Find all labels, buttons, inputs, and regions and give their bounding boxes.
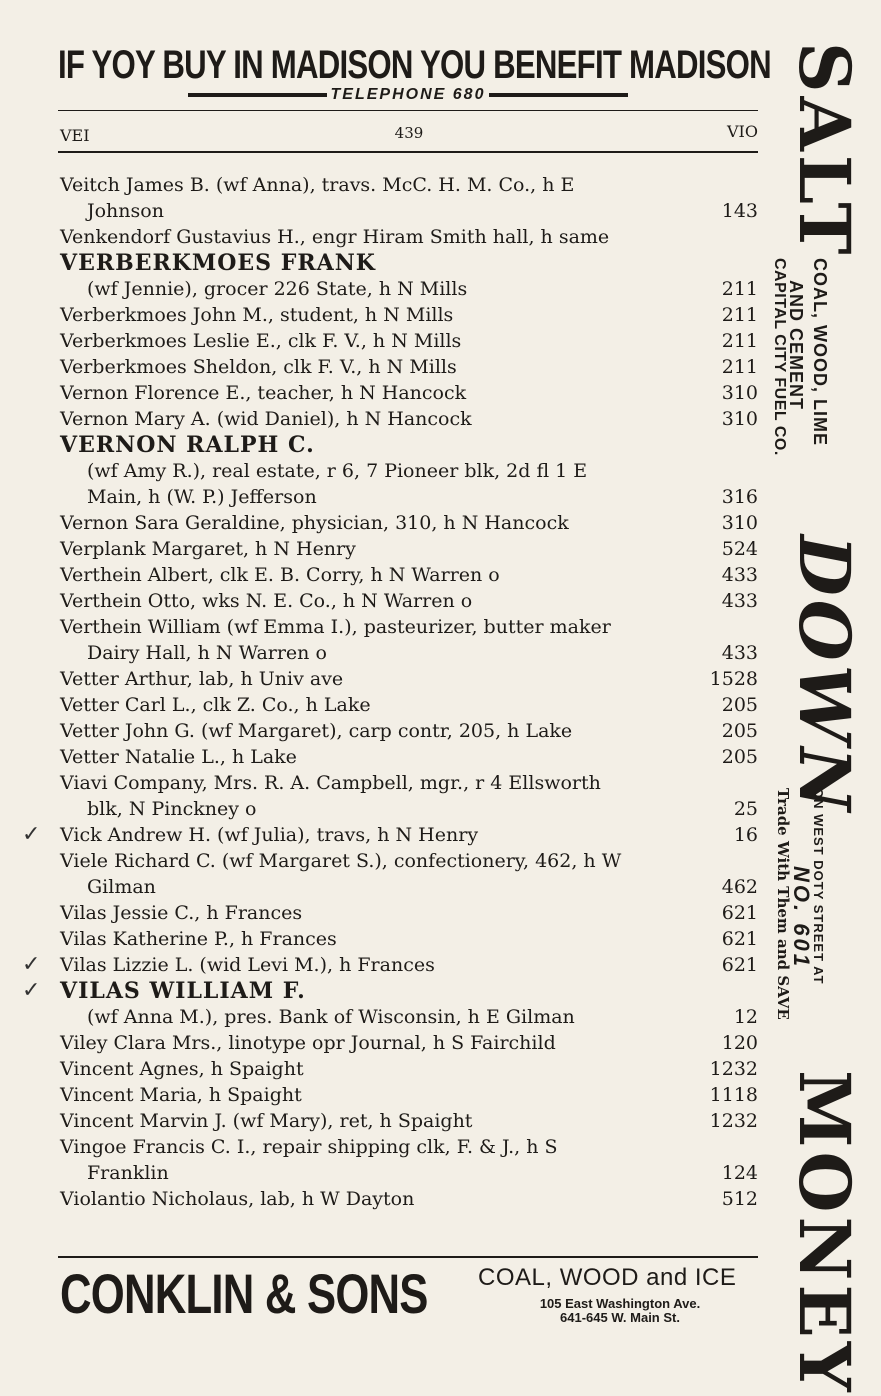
directory-entry-line — [0, 1108, 760, 1134]
directory-entry-line — [0, 952, 760, 978]
entry-house-number: 211 — [721, 278, 758, 300]
directory-entry-line — [0, 380, 760, 406]
ad-coal-wood-lime: COAL, WOOD, LIME — [810, 258, 830, 446]
entry-text: Vetter Arthur, lab, h Univ ave — [60, 668, 344, 690]
directory-entry-line — [0, 900, 760, 926]
entry-text: Verthein Albert, clk E. B. Corry, h N Warren o — [60, 564, 500, 586]
entry-house-number: 16 — [733, 824, 758, 846]
entry-text: VILAS WILLIAM F. — [60, 978, 306, 1004]
entry-text: Main, h (W. P.) Jefferson — [87, 486, 317, 508]
entry-text: Verberkmoes John M., student, h N Mills — [60, 304, 454, 326]
directory-entry-line — [0, 302, 760, 328]
entry-house-number: 621 — [721, 928, 758, 950]
entry-text: (wf Jennie), grocer 226 State, h N Mills — [87, 278, 468, 300]
ad-street-number: NO. 601 — [789, 866, 814, 969]
directory-entry-line — [0, 224, 760, 250]
directory-entry-line — [0, 874, 760, 900]
entry-house-number: 621 — [721, 954, 758, 976]
entry-text: Vilas Katherine P., h Frances — [60, 928, 337, 950]
directory-entry-line — [0, 432, 760, 458]
footer-company: CONKLIN & SONS — [60, 1262, 428, 1325]
entry-text: Vick Andrew H. (wf Julia), travs, h N Henry — [60, 824, 479, 846]
entry-text: Gilman — [87, 876, 156, 898]
directory-entry-line — [0, 1160, 760, 1186]
entry-text: Vernon Sara Geraldine, physician, 310, h N Hancock — [60, 512, 569, 534]
directory-entry-line — [0, 250, 760, 276]
side-advertisement — [768, 30, 868, 1396]
entry-text: Vernon Florence E., teacher, h N Hancock — [60, 382, 467, 404]
entry-text: Viley Clara Mrs., linotype opr Journal, h S Fairchild — [60, 1032, 556, 1054]
margin-check-mark: ✓ — [22, 952, 41, 977]
ad-trade-slogan: Trade With Them and SAVE — [774, 788, 792, 1020]
entry-house-number: 310 — [721, 408, 758, 430]
entry-text: Dairy Hall, h N Warren o — [87, 642, 327, 664]
entry-house-number: 310 — [721, 382, 758, 404]
entry-house-number: 621 — [721, 902, 758, 924]
entry-house-number: 310 — [721, 512, 758, 534]
directory-entry-line — [0, 770, 760, 796]
entry-house-number: 205 — [721, 694, 758, 716]
running-head-left: VEI — [60, 126, 90, 145]
directory-entry-line — [0, 172, 760, 198]
footer-goods: COAL, WOOD and ICE — [478, 1264, 737, 1291]
entry-text: Veitch James B. (wf Anna), travs. McC. H. M. Co., h E — [60, 174, 575, 196]
directory-entry-line — [0, 822, 760, 848]
entry-text: Franklin — [87, 1162, 169, 1184]
telephone-row — [188, 86, 628, 104]
directory-entry-line — [0, 328, 760, 354]
directory-entry-line — [0, 198, 760, 224]
entry-text: Vilas Lizzie L. (wid Levi M.), h Frances — [60, 954, 435, 976]
entry-house-number: 205 — [721, 720, 758, 742]
entry-house-number: 124 — [721, 1162, 758, 1184]
running-head — [60, 122, 758, 146]
directory-entry-line — [0, 562, 760, 588]
running-head-right: VIO — [727, 122, 758, 141]
ad-location: ON WEST DOTY STREET AT — [811, 788, 826, 985]
ad-money: MONEY — [783, 1070, 866, 1396]
entry-text: Vernon Mary A. (wid Daniel), h N Hancock — [60, 408, 472, 430]
entry-house-number: 205 — [721, 746, 758, 768]
entry-text: Johnson — [87, 200, 164, 222]
directory-entry-line — [0, 354, 760, 380]
entry-house-number: 143 — [721, 200, 758, 222]
entry-house-number: 1118 — [709, 1084, 758, 1106]
telephone-rule-right — [489, 93, 628, 97]
directory-entry-line — [0, 614, 760, 640]
entry-text: Vetter Carl L., clk Z. Co., h Lake — [60, 694, 371, 716]
entry-text: Verberkmoes Leslie E., clk F. V., h N Mills — [60, 330, 462, 352]
directory-entry-line — [0, 536, 760, 562]
entry-text: VERBERKMOES FRANK — [60, 250, 376, 276]
entry-house-number: 512 — [721, 1188, 758, 1210]
entry-text: Vilas Jessie C., h Frances — [60, 902, 303, 924]
entry-text: Violantio Nicholaus, lab, h W Dayton — [60, 1188, 415, 1210]
entry-text: Verthein William (wf Emma I.), pasteurizer, butter maker — [60, 616, 611, 638]
entry-house-number: 1528 — [709, 668, 758, 690]
page-number: 439 — [394, 124, 424, 142]
entry-house-number: 462 — [721, 876, 758, 898]
directory-entry-line — [0, 1134, 760, 1160]
entry-house-number: 433 — [721, 642, 758, 664]
directory-entry-line — [0, 510, 760, 536]
directory-entry-line — [0, 406, 760, 432]
entry-house-number: 12 — [733, 1006, 758, 1028]
margin-check-mark: ✓ — [22, 822, 41, 847]
entry-house-number: 433 — [721, 590, 758, 612]
ad-salt: SALT — [783, 42, 866, 259]
entry-house-number: 25 — [733, 798, 758, 820]
directory-entry-line — [0, 276, 760, 302]
directory-entry-line — [0, 718, 760, 744]
ad-down: DOWN — [783, 535, 866, 816]
directory-listing — [0, 172, 760, 1212]
entry-text: Vingoe Francis C. I., repair shipping clk, F. & J., h S — [60, 1136, 558, 1158]
entry-text: Verplank Margaret, h N Henry — [60, 538, 356, 560]
running-head-rule — [58, 151, 758, 153]
directory-entry-line — [0, 1056, 760, 1082]
entry-house-number: 524 — [721, 538, 758, 560]
entry-text: (wf Anna M.), pres. Bank of Wisconsin, h E Gilman — [87, 1006, 575, 1028]
entry-text: Vincent Maria, h Spaight — [60, 1084, 302, 1106]
directory-entry-line — [0, 588, 760, 614]
directory-entry-line — [0, 796, 760, 822]
footer-rule — [58, 1256, 758, 1258]
directory-entry-line — [0, 1030, 760, 1056]
margin-check-mark: ✓ — [22, 978, 42, 1003]
entry-text: Vetter Natalie L., h Lake — [60, 746, 297, 768]
directory-entry-line — [0, 848, 760, 874]
entry-text: blk, N Pinckney o — [87, 798, 257, 820]
entry-house-number: 211 — [721, 330, 758, 352]
telephone-rule-left — [188, 93, 327, 97]
entry-house-number: 1232 — [709, 1110, 758, 1132]
entry-house-number: 316 — [721, 486, 758, 508]
header-rule — [58, 110, 758, 111]
directory-entry-line — [0, 1004, 760, 1030]
entry-house-number: 120 — [721, 1032, 758, 1054]
directory-entry-line — [0, 744, 760, 770]
entry-text: VERNON RALPH C. — [60, 432, 315, 458]
directory-entry-line — [0, 926, 760, 952]
top-banner: IF YOY BUY IN MADISON YOU BENEFIT MADISON — [58, 43, 771, 87]
entry-text: Viavi Company, Mrs. R. A. Campbell, mgr., r 4 Ellsworth — [60, 772, 601, 794]
entry-house-number: 211 — [721, 304, 758, 326]
directory-entry-line — [0, 640, 760, 666]
directory-entry-line — [0, 484, 760, 510]
entry-house-number: 1232 — [709, 1058, 758, 1080]
entry-text: Vincent Agnes, h Spaight — [60, 1058, 304, 1080]
entry-text: Viele Richard C. (wf Margaret S.), confectionery, 462, h W — [60, 850, 622, 872]
entry-text: Venkendorf Gustavius H., engr Hiram Smith hall, h same — [60, 226, 610, 248]
entry-house-number: 433 — [721, 564, 758, 586]
entry-text: Verthein Otto, wks N. E. Co., h N Warren o — [60, 590, 473, 612]
directory-entry-line — [0, 692, 760, 718]
directory-entry-line — [0, 666, 760, 692]
directory-entry-line — [0, 1082, 760, 1108]
entry-text: Vetter John G. (wf Margaret), carp contr, 205, h Lake — [60, 720, 573, 742]
ad-fuel-company: CAPITAL CITY FUEL CO. — [771, 258, 788, 456]
entry-text: Vincent Marvin J. (wf Mary), ret, h Spaight — [60, 1110, 473, 1132]
footer-address-2: 641-645 W. Main St. — [560, 1310, 680, 1325]
footer-address-1: 105 East Washington Ave. — [539, 1296, 701, 1311]
telephone-text: TELEPHONE 680 — [330, 86, 486, 103]
directory-entry-line — [0, 1186, 760, 1212]
entry-text: Verberkmoes Sheldon, clk F. V., h N Mills — [60, 356, 457, 378]
directory-entry-line — [0, 458, 760, 484]
directory-entry-line — [0, 978, 760, 1004]
entry-text: (wf Amy R.), real estate, r 6, 7 Pioneer blk, 2d fl 1 E — [87, 460, 588, 482]
entry-house-number: 211 — [721, 356, 758, 378]
ad-cement: AND CEMENT — [786, 280, 806, 410]
